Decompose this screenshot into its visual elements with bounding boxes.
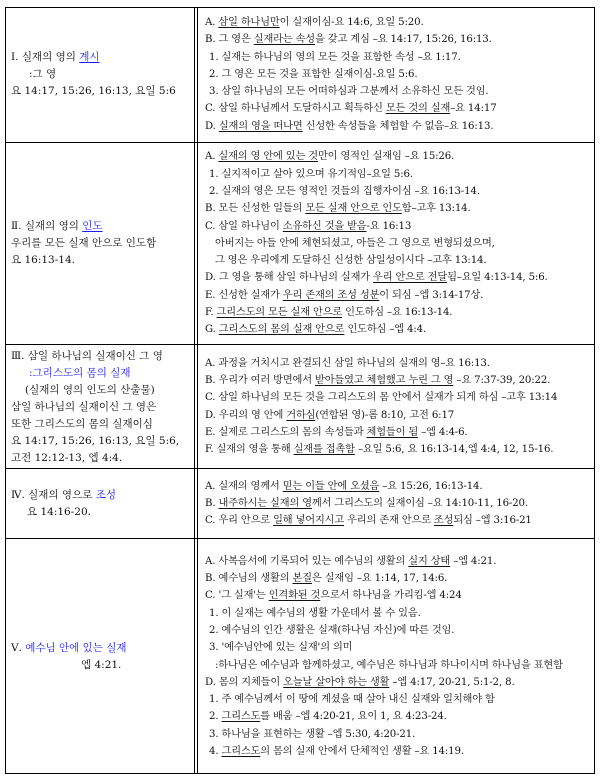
point-c: C. '그 실재'는 인격화된 것으로서 하나님을 가리킴-엡 4:24 bbox=[205, 590, 462, 602]
point-d-2: 2. 그리스도를 배움 –엡 4:20-21, 요이 1, 요 4:23-24. bbox=[209, 711, 447, 723]
section-points-cell bbox=[198, 345, 595, 468]
point-b: B. 내주하시는 실재의 영께서 그리스도의 실재이심 –요 14:10-11, 16-20. bbox=[205, 497, 528, 509]
point-a-1: 1. 실지적이고 살아 있으며 유기적임–요일 5:6. bbox=[209, 168, 413, 180]
section-heading-cell bbox=[5, 539, 194, 774]
section-row-1 bbox=[5, 7, 595, 142]
reference: 요 14:17, 15:26, 16:13, 요일 5:6 bbox=[11, 85, 176, 97]
reference: 요 14:16-20. bbox=[27, 505, 91, 518]
point-b-3: 3. 삼일 하나님의 모든 어떠하심과 그분께서 소유하신 모든 것임. bbox=[209, 86, 489, 98]
reference: 요 16:13-14. bbox=[11, 254, 75, 266]
section-title: Ⅳ. 실재의 영으로 조성 bbox=[11, 488, 116, 501]
section-row-4 bbox=[5, 468, 595, 538]
point-c-3: 3. '예수님안에 있는 실재'의 의미 bbox=[209, 642, 353, 654]
point-a: A. 과정을 거치시고 완결되신 삼일 하나님의 실재의 영–요 16:13. bbox=[205, 357, 490, 369]
point-d: D. 실재의 영을 떠나면 신성한 속성들을 체험할 수 없음–요 16:13. bbox=[205, 120, 494, 132]
title-highlight: 예수님 안에 있는 실재 bbox=[25, 641, 127, 654]
title-highlight: 인도 bbox=[82, 220, 103, 232]
subtitle: 우리를 모든 실재 안으로 인도함 bbox=[11, 237, 157, 249]
point-b-1: 1. 실재는 하나님의 영의 모든 것을 표함한 속성 –요 1:17. bbox=[209, 51, 461, 63]
section-title: Ⅱ. 실재의 영의 인도 bbox=[11, 220, 103, 232]
point-c: C. 삼일 하나님의 모든 것을 그리스도의 몸 안에서 실재가 되게 하심 –고후 13:14 bbox=[205, 392, 558, 404]
reference-line-2: 고전 12:12-13, 엡 4:4. bbox=[11, 452, 123, 464]
subtitle-note: (실재의 영의 인도의 산출물) bbox=[25, 384, 155, 396]
section-heading-cell bbox=[5, 143, 194, 344]
point-d: D. 우리의 영 안에 거하심(연합된 영)-롬 8:10, 고전 6:17 bbox=[205, 409, 455, 421]
section-title: Ⅴ. 예수님 안에 있는 실재 bbox=[11, 641, 127, 654]
point-b: B. 예수님의 생활의 본질은 실재임 –요 1:14, 17, 14:6. bbox=[205, 573, 448, 585]
title-text: 실재의 영의 bbox=[18, 51, 80, 63]
point-a: A. 삼일 하나님만이 실재이심-요 14:6, 요일 5:20. bbox=[205, 16, 424, 28]
point-c-3-note: :하나님은 예수님과 함께하셨고, 예수님은 하나님과 하나이시며 하나님을 표현함 bbox=[215, 659, 563, 671]
reference-line-1: 요 14:17, 15:26, 16:13, 요일 5:6, bbox=[11, 435, 180, 447]
point-c-1: 1. 이 실재는 예수님의 생활 가운데서 볼 수 있음. bbox=[209, 607, 421, 619]
reference: 엡 4:21. bbox=[81, 658, 122, 671]
point-a: A. 사복음서에 기록되어 있는 예수님의 생활의 실지 상태 –엡 4:21. bbox=[205, 555, 497, 567]
point-d-1: 1. 주 예수님께서 이 땅에 계셨을 때 살아 내신 실재와 일치해야 함 bbox=[209, 694, 495, 706]
point-c-note-1: 아버지는 아들 안에 체현되셨고, 아들은 그 영으로 변형되셨으며, bbox=[215, 237, 495, 249]
section-title bbox=[11, 49, 194, 66]
point-f: F. 그리스도의 모든 실재 안으로 인도하심 –요 16:13-14. bbox=[205, 307, 453, 319]
point-c: C. 우리 안으로 일해 넣어지시고 우리의 존재 안으로 조성되심 –엡 3:16-21 bbox=[205, 515, 532, 527]
section-row-3 bbox=[5, 344, 595, 468]
point-c-note-2: 그 영은 우리에게 도달하신 신성한 삼일성이시다 –고후 13:14. bbox=[215, 255, 487, 267]
section-points-cell bbox=[198, 7, 595, 142]
point-f: F. 실재의 영을 통해 실재를 접촉함 –요일 5:6, 요 16:13-14,엡 4:4, 12, 15-16. bbox=[205, 444, 554, 456]
point-a: A. 실재의 영께서 믿는 이들 안에 오셨음 –요 15:26, 16:13-14. bbox=[205, 480, 483, 492]
point-c: C. 삼일 하나님께서 도달하시고 획득하신 모든 것의 실재–요 14:17 bbox=[205, 103, 497, 115]
point-b: B. 그 영은 실재라는 속성을 갖고 계심 –요 14:17, 15:26, 16:13. bbox=[205, 34, 492, 46]
point-c: C. 삼일 하나님이 소유하신 것을 받음-요 16:13 bbox=[205, 220, 412, 232]
section-points-cell bbox=[198, 469, 595, 538]
description-line-2: 또한 그리스도의 몸의 실재이심 bbox=[11, 418, 153, 430]
point-a: A. 실재의 영 안에 있는 것만이 영적인 실재임 –요 15:26. bbox=[205, 151, 455, 163]
section-row-2 bbox=[5, 142, 595, 344]
point-b: B. 모든 신성한 일들의 모든 실재 안으로 인도함–고후 13:14. bbox=[205, 203, 471, 215]
section-heading-cell bbox=[5, 345, 194, 468]
title-highlight: 계시 bbox=[79, 51, 100, 63]
section-heading-cell bbox=[5, 7, 194, 142]
subtitle: :그 영 bbox=[29, 68, 57, 80]
point-d: D. 그 영을 통해 삼일 하나님의 실재가 우리 안으로 전달됨–요일 4:13-14, 5:6. bbox=[205, 272, 548, 284]
section-row-5 bbox=[5, 538, 595, 774]
section-points-cell bbox=[198, 539, 595, 774]
point-b-2: 2. 그 영은 모든 것을 표함한 실재이심-요일 5:6. bbox=[209, 68, 418, 80]
point-a-2: 2. 실재의 영은 모든 영적인 것들의 집행자이심 –요 16:13-14. bbox=[209, 185, 480, 197]
section-points-cell bbox=[198, 143, 595, 344]
description-line-1: 삼일 하나님의 실재이신 그 영은 bbox=[11, 401, 157, 413]
section-title: Ⅲ. 삼일 하나님의 실재이신 그 영 bbox=[11, 350, 163, 362]
point-g: G. 그리스도의 몸의 실재 안으로 인도하심 –엡 4:4. bbox=[205, 324, 427, 336]
section-numeral: Ⅰ. bbox=[11, 51, 19, 63]
point-e: E. 실제로 그리스도의 몸의 속성들과 체험들이 됨 –엡 4:4-6. bbox=[205, 426, 468, 438]
point-b: B. 우리가 여러 방면에서 받아들였고 체험했고 누린 그 영 –요 7:37-39, 20:22. bbox=[205, 374, 551, 386]
point-d-4: 4. 그리스도의 몸의 실재 안에서 단체적인 생활 –요 14:19. bbox=[209, 745, 464, 757]
point-d: D. 몸의 지체들이 오늘날 살아야 하는 생활 –엡 4:17, 20-21, 5:1-2, 8. bbox=[205, 676, 515, 688]
title-highlight: 조성 bbox=[95, 488, 116, 501]
point-c-2: 2. 예수님의 인간 생활은 실재(하나님 자신)에 따른 것임. bbox=[209, 624, 455, 636]
point-d-3: 3. 하나님을 표현하는 생활 –엡 5:30, 4:20-21. bbox=[209, 728, 416, 740]
section-heading-cell bbox=[5, 469, 194, 538]
point-e: E. 신성한 실재가 우리 존재의 조성 성분이 되심 –엡 3:14-17상. bbox=[205, 289, 484, 301]
title-highlight: :그리스도의 몸의 실재 bbox=[29, 367, 131, 379]
